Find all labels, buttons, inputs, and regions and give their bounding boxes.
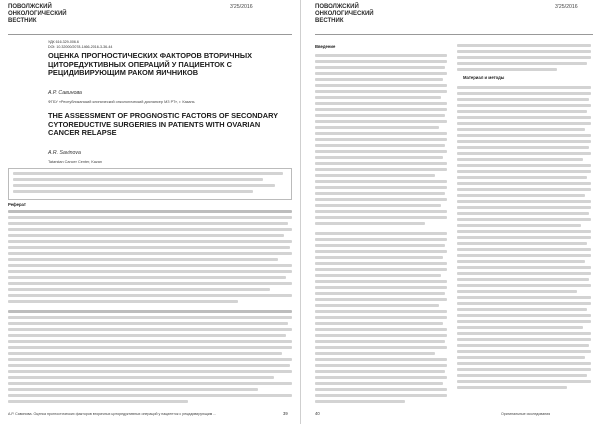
left-issue: 3'25/2016 [230,4,253,10]
abstract-label: Реферат [8,202,26,207]
left-header-rule [8,34,292,35]
right-page [300,0,600,424]
contact-info-box [8,168,292,200]
article-title-en: THE ASSESSMENT OF PROGNOSTIC FACTORS OF SECONDARY CYTOREDUCTIVE SURGERIES IN PATIENTS WITH OVARIAN CANCER RELAPSE [48,111,278,138]
author-en: A.R. Savinova [48,150,81,156]
right-journal-title: ПОВОЛЖСКИЙ ОНКОЛОГИЧЕСКИЙ ВЕСТНИК [315,4,374,24]
methods-label: Материал и методы [463,75,505,80]
left-journal-title: ПОВОЛЖСКИЙ ОНКОЛОГИЧЕСКИЙ ВЕСТНИК [8,4,67,24]
right-page-number: 40 [315,411,320,416]
left-footer: А.Р. Савинова. Оценка прогностических факторов вторичных циторедуктивных операций у пациенток с рецидивирующим ... [8,412,217,416]
right-issue: 3'25/2016 [555,4,578,10]
right-header-rule [315,34,593,35]
intro-label: Введение [315,44,336,49]
affiliation-en: Tatarstan Cancer Center, Kazan [48,160,103,164]
right-footer: Оригинальные исследования [501,412,551,416]
left-page-number: 39 [283,411,288,416]
udc-meta: УДК 616.329-006.6 DOI: 10.32000/2078-1466-2016-3-36-44 [48,40,113,49]
author-ru: А.Р. Савинова [48,90,82,96]
article-title-ru: ОЦЕНКА ПРОГНОСТИЧЕСКИХ ФАКТОРОВ ВТОРИЧНЫХ ЦИТОРЕДУКТИВНЫХ ОПЕРАЦИЙ У ПАЦИЕНТОК С РЕЦИДИВИРУЮЩИМ РАКОМ ЯИЧНИКОВ [48,51,253,78]
affiliation-ru: ФГБУ «Республиканский клинический онкологический диспансер МЗ РТ», г. Казань [48,100,195,104]
